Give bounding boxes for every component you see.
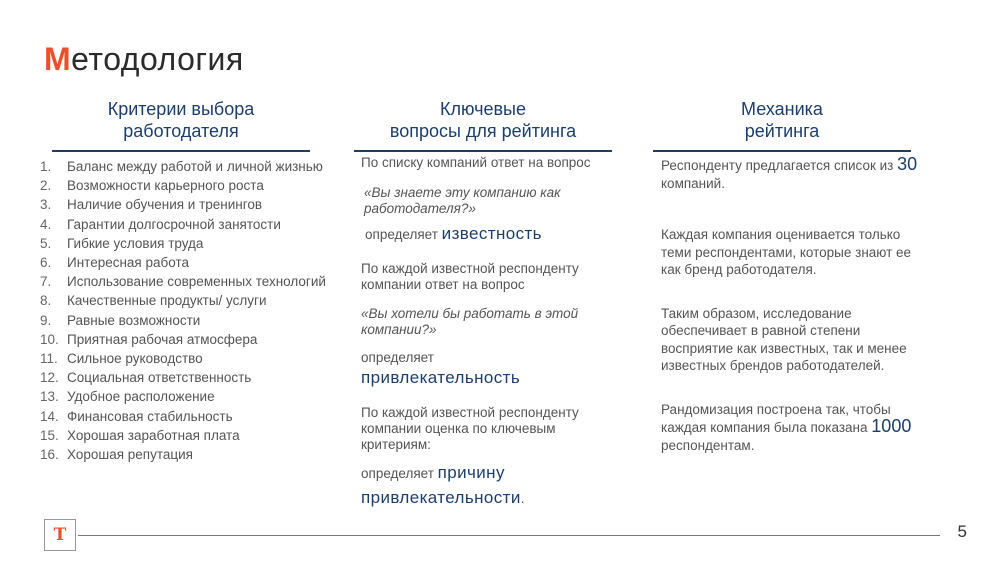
criteria-text: Хорошая репутация: [67, 447, 193, 463]
criteria-item: [40, 157, 330, 176]
criteria-text: Баланс между работой и личной жизнью: [67, 159, 323, 174]
criteria-number: 3.: [40, 197, 52, 213]
criteria-item: [40, 445, 330, 464]
companies-count: 30: [897, 154, 918, 174]
criteria-item: [40, 176, 330, 195]
criteria-item: [40, 215, 330, 234]
criteria-number: 9.: [40, 312, 52, 328]
criteria-item: [40, 426, 330, 445]
question-intro: По списку компаний ответ на вопрос: [361, 155, 591, 170]
mechanics-paragraph: [661, 401, 921, 455]
question-intro: По каждой известной респонденту компании оценка по ключевым критериям:: [361, 405, 579, 452]
criteria-number: 4.: [40, 216, 52, 232]
criteria-number: 7.: [40, 274, 52, 290]
criteria-text: Использование современных технологий: [67, 274, 326, 290]
criteria-text: Гарантии долгосрочной занятости: [67, 216, 281, 232]
result-end: .: [520, 491, 525, 506]
criteria-text: Наличие обучения и тренингов: [67, 197, 263, 213]
criteria-text: Качественные продукты/ услуги: [67, 293, 267, 309]
defines-line: [365, 226, 623, 243]
column-heading-questions: [354, 98, 612, 152]
mechanics-column: [661, 156, 921, 454]
result-reason: причину: [437, 463, 505, 482]
criteria-item: [40, 234, 330, 253]
mechanics-paragraph: Таким образом, исследование обеспечивает в равной степени восприятие как известных, так и менее известных брендов работодателей.: [661, 305, 907, 373]
title-rest: етодология: [71, 41, 244, 77]
defines-label: определяет: [365, 227, 438, 242]
criteria-number: 10.: [40, 331, 59, 347]
criteria-item: [40, 349, 330, 368]
criteria-number: 6.: [40, 255, 52, 271]
criteria-text: Финансовая стабильность: [67, 408, 233, 424]
criteria-text: Социальная ответственность: [67, 370, 252, 386]
defines-line: [361, 462, 623, 485]
heading-line: Механика: [741, 99, 823, 119]
mechanics-text: компаний.: [661, 175, 725, 191]
footer-divider: [78, 535, 940, 536]
criteria-item: [40, 272, 330, 291]
criteria-item: [40, 311, 330, 330]
page-number: 5: [957, 522, 967, 541]
criteria-item: [40, 387, 330, 406]
criteria-number: 5.: [40, 235, 52, 251]
result-reason-cont: привлекательности: [361, 488, 521, 507]
result-attractiveness: привлекательность: [361, 368, 521, 387]
questions-column: [361, 155, 623, 510]
criteria-number: 2.: [40, 178, 52, 194]
mechanics-text: Рандомизация построена так, чтобы каждая компания была показана: [661, 401, 891, 435]
criteria-number: 15.: [40, 427, 59, 443]
company-logo: [44, 519, 76, 551]
logo-letter: T: [53, 525, 67, 545]
heading-line: вопросы для рейтинга: [389, 121, 577, 141]
criteria-number: 16.: [40, 447, 59, 463]
mechanics-text: Респонденту предлагается список из: [661, 158, 894, 173]
criteria-item: [40, 368, 330, 387]
heading-line: работодателя: [123, 121, 239, 141]
mechanics-text: респондентам.: [661, 437, 755, 453]
question-text: «Вы хотели бы работать в этой компании?»: [361, 306, 579, 337]
criteria-text: Хорошая заработная плата: [67, 427, 240, 443]
criteria-item: [40, 195, 330, 214]
mechanics-paragraph: Каждая компания оценивается только теми респондентами, которые знают ее как бренд работодателя.: [661, 227, 912, 277]
defines-label: определяет: [361, 466, 434, 481]
criteria-number: 14.: [40, 408, 59, 424]
criteria-item: [40, 407, 330, 426]
criteria-text: Гибкие условия труда: [67, 235, 204, 251]
respondents-count: 1000: [871, 416, 912, 436]
criteria-number: 8.: [40, 293, 52, 309]
criteria-item: [40, 253, 330, 272]
page-title: [44, 40, 244, 78]
criteria-text: Возможности карьерного роста: [67, 178, 264, 194]
heading-line: Критерии выбора: [107, 99, 255, 119]
question-intro: По каждой известной респонденту компании ответ на вопрос: [361, 261, 579, 292]
heading-line: рейтинга: [744, 121, 820, 141]
criteria-list: [40, 157, 330, 464]
title-first-letter: М: [44, 41, 72, 77]
column-heading-mechanics: [653, 98, 911, 152]
criteria-text: Приятная рабочая атмосфера: [67, 331, 258, 347]
criteria-item: [40, 330, 330, 349]
criteria-text: Равные возможности: [67, 312, 201, 328]
defines-label: определяет: [361, 350, 434, 365]
heading-line: Ключевые: [440, 99, 526, 119]
criteria-number: 13.: [40, 389, 59, 405]
criteria-text: Удобное расположение: [67, 389, 215, 405]
result-awareness: известность: [441, 224, 542, 243]
criteria-text: Сильное руководство: [67, 351, 203, 367]
criteria-number: 12.: [40, 370, 59, 386]
criteria-item: [40, 291, 330, 310]
mechanics-paragraph: [661, 156, 921, 192]
question-text: «Вы знаете эту компанию как работодателя?»: [364, 185, 561, 216]
criteria-number: 1.: [40, 159, 52, 174]
column-heading-criteria: [52, 98, 310, 152]
criteria-number: 11.: [40, 351, 58, 367]
criteria-text: Интересная работа: [67, 255, 189, 271]
result-line: [361, 487, 623, 510]
